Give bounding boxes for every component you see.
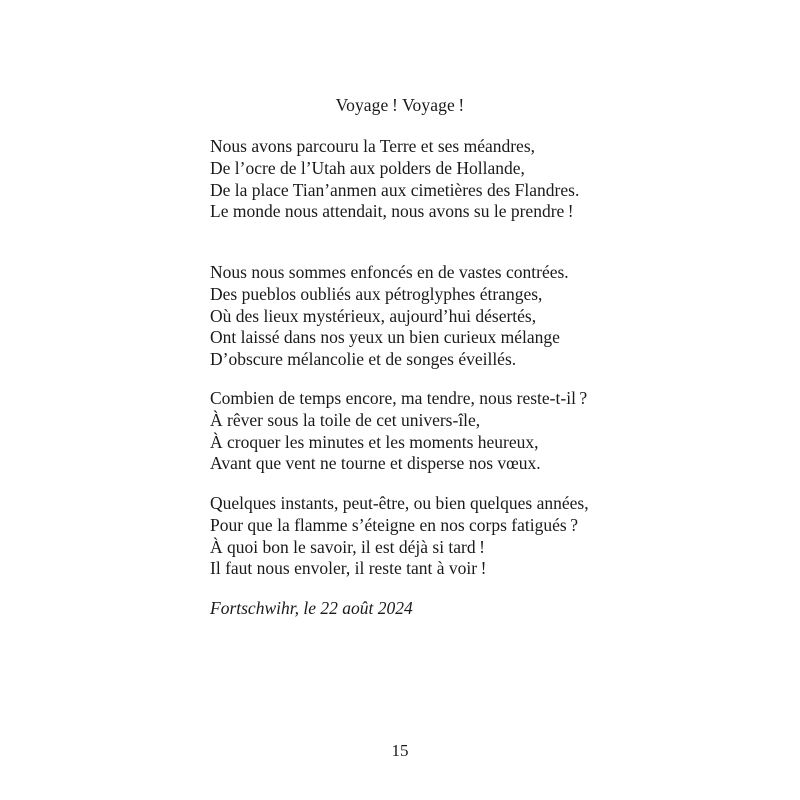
verse-line: À quoi bon le savoir, il est déjà si tard ! <box>210 536 485 557</box>
verse-line: Pour que la flamme s’éteigne en nos corps fatigués ? <box>210 514 578 535</box>
verse-line: Combien de temps encore, ma tendre, nous reste-t-il ? <box>210 388 588 408</box>
verse-line: Où des lieux mystérieux, aujourd’hui désertés, <box>210 305 537 326</box>
verse-line: De l’ocre de l’Utah aux polders de Hollande, <box>210 157 525 178</box>
verse-line: Nous nous sommes enfoncés en de vastes contrées. <box>210 262 569 282</box>
poem-signature: Fortschwihr, le 22 août 2024 <box>210 598 413 618</box>
verse-line: Le monde nous attendait, nous avons su le prendre ! <box>210 201 574 222</box>
verse-line: À croquer les minutes et les moments heureux, <box>210 431 539 452</box>
page-number: 15 <box>391 741 409 760</box>
verse-line: D’obscure mélancolie et de songes éveillés. <box>210 349 517 369</box>
verse-line: Quelques instants, peut-être, ou bien quelques années, <box>210 493 589 513</box>
verse-line: Ont laissé dans nos yeux un bien curieux mélange <box>210 327 560 348</box>
verse-line: Avant que vent ne tourne et disperse nos vœux. <box>210 453 541 474</box>
verse-line: Il faut nous envoler, il reste tant à voir ! <box>210 558 487 579</box>
stanza-1 <box>210 136 770 223</box>
stanza-3 <box>210 388 770 475</box>
verse-line: Des pueblos oubliés aux pétroglyphes étranges, <box>210 283 543 304</box>
verse-line: Nous avons parcouru la Terre et ses méandres, <box>210 136 536 156</box>
verse-line: De la place Tian’anmen aux cimetières des Flandres. <box>210 179 580 200</box>
stanza-2 <box>210 262 770 371</box>
stanza-4 <box>210 493 770 580</box>
verse-line: À rêver sous la toile de cet univers-île, <box>210 409 481 430</box>
poem-title: Voyage ! Voyage ! <box>335 95 465 115</box>
